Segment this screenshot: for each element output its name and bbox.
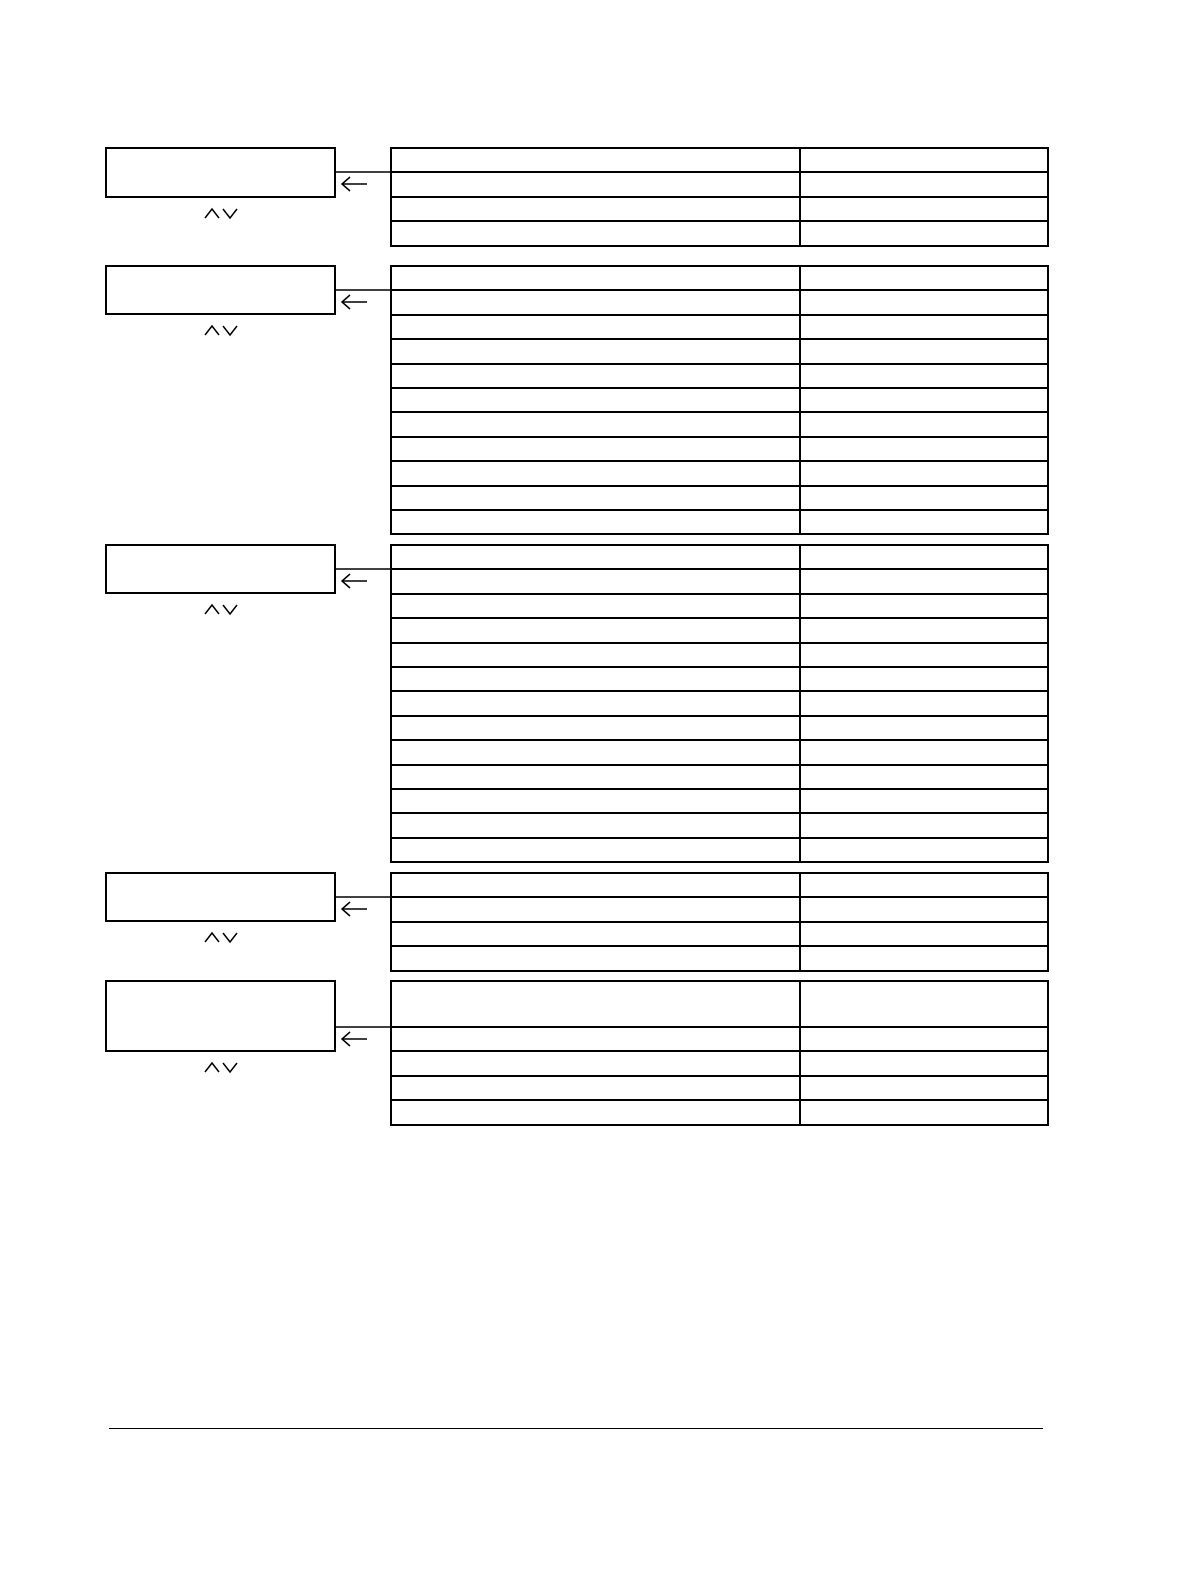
table-row (391, 221, 1048, 245)
parameter-value-cell (800, 266, 1048, 290)
parameter-value-cell (800, 339, 1048, 363)
up-down-chevron-icon (203, 602, 239, 616)
parameter-name-cell (391, 643, 800, 667)
table-row (391, 1051, 1048, 1075)
parameter-name-cell (391, 148, 800, 172)
parameter-value-cell (800, 545, 1048, 569)
table-row (391, 667, 1048, 691)
parameter-value-cell (800, 412, 1048, 436)
parameter-name-cell (391, 618, 800, 642)
parameter-table (390, 872, 1049, 972)
parameter-name-cell (391, 510, 800, 534)
parameter-value-cell (800, 569, 1048, 593)
parameter-value-cell (800, 461, 1048, 485)
parameter-value-cell (800, 1076, 1048, 1100)
connector-left-arrow-icon (336, 887, 390, 911)
table-row (391, 981, 1048, 1027)
parameter-name-cell (391, 221, 800, 245)
parameter-value-cell (800, 364, 1048, 388)
table-row (391, 873, 1048, 897)
parameter-name-cell (391, 594, 800, 618)
parameter-name-cell (391, 1100, 800, 1124)
table-row (391, 838, 1048, 862)
parameter-table (390, 980, 1049, 1126)
parameter-value-cell (800, 1100, 1048, 1124)
parameter-name-cell (391, 437, 800, 461)
table-row (391, 922, 1048, 946)
table-row (391, 946, 1048, 970)
up-down-chevron-icon (203, 930, 239, 944)
parameter-name-cell (391, 412, 800, 436)
table-row (391, 197, 1048, 221)
parameter-name-cell (391, 897, 800, 921)
table-row (391, 691, 1048, 715)
parameter-name-cell (391, 740, 800, 764)
menu-box (105, 265, 336, 315)
table-row (391, 789, 1048, 813)
parameter-value-cell (800, 789, 1048, 813)
parameter-name-cell (391, 765, 800, 789)
table-row (391, 569, 1048, 593)
up-down-chevron-icon (203, 1060, 239, 1074)
parameter-value-cell (800, 643, 1048, 667)
parameter-name-cell (391, 667, 800, 691)
table-row (391, 545, 1048, 569)
table-row (391, 897, 1048, 921)
table-row (391, 510, 1048, 534)
parameter-value-cell (800, 691, 1048, 715)
parameter-name-cell (391, 197, 800, 221)
connector-left-arrow-icon (336, 280, 390, 304)
parameter-name-cell (391, 545, 800, 569)
parameter-table (390, 265, 1049, 535)
parameter-value-cell (800, 388, 1048, 412)
parameter-value-cell (800, 667, 1048, 691)
table-row (391, 618, 1048, 642)
parameter-value-cell (800, 510, 1048, 534)
parameter-value-cell (800, 716, 1048, 740)
parameter-name-cell (391, 1076, 800, 1100)
parameter-name-cell (391, 838, 800, 862)
parameter-value-cell (800, 618, 1048, 642)
parameter-value-cell (800, 740, 1048, 764)
table-row (391, 339, 1048, 363)
parameter-name-cell (391, 716, 800, 740)
parameter-value-cell (800, 897, 1048, 921)
parameter-value-cell (800, 765, 1048, 789)
connector-left-arrow-icon (336, 559, 390, 583)
parameter-value-cell (800, 1051, 1048, 1075)
parameter-table (390, 544, 1049, 863)
parameter-name-cell (391, 946, 800, 970)
parameter-value-cell (800, 148, 1048, 172)
table-row (391, 148, 1048, 172)
parameter-value-cell (800, 437, 1048, 461)
parameter-value-cell (800, 1027, 1048, 1051)
parameter-value-cell (800, 594, 1048, 618)
menu-box (105, 980, 336, 1052)
table-row (391, 437, 1048, 461)
parameter-name-cell (391, 315, 800, 339)
table-row (391, 315, 1048, 339)
up-down-chevron-icon (203, 323, 239, 337)
parameter-value-cell (800, 486, 1048, 510)
table-row (391, 1100, 1048, 1124)
parameter-name-cell (391, 461, 800, 485)
parameter-value-cell (800, 172, 1048, 196)
parameter-value-cell (800, 981, 1048, 1027)
table-row (391, 266, 1048, 290)
table-row (391, 1076, 1048, 1100)
footer-rule (109, 1428, 1043, 1429)
parameter-value-cell (800, 946, 1048, 970)
connector-left-arrow-icon (336, 1017, 390, 1041)
table-row (391, 412, 1048, 436)
parameter-name-cell (391, 569, 800, 593)
parameter-name-cell (391, 290, 800, 314)
parameter-name-cell (391, 486, 800, 510)
table-row (391, 643, 1048, 667)
connector-left-arrow-icon (336, 162, 390, 186)
parameter-name-cell (391, 981, 800, 1027)
menu-box (105, 544, 336, 594)
parameter-name-cell (391, 364, 800, 388)
parameter-name-cell (391, 789, 800, 813)
table-row (391, 486, 1048, 510)
table-row (391, 594, 1048, 618)
table-row (391, 765, 1048, 789)
parameter-name-cell (391, 1027, 800, 1051)
parameter-value-cell (800, 290, 1048, 314)
menu-box (105, 147, 336, 198)
parameter-value-cell (800, 813, 1048, 837)
parameter-name-cell (391, 813, 800, 837)
table-row (391, 290, 1048, 314)
parameter-name-cell (391, 388, 800, 412)
table-row (391, 461, 1048, 485)
table-row (391, 172, 1048, 196)
menu-box (105, 872, 336, 922)
parameter-value-cell (800, 221, 1048, 245)
parameter-value-cell (800, 873, 1048, 897)
parameter-name-cell (391, 172, 800, 196)
parameter-name-cell (391, 1051, 800, 1075)
table-row (391, 1027, 1048, 1051)
parameter-value-cell (800, 197, 1048, 221)
parameter-name-cell (391, 691, 800, 715)
parameter-value-cell (800, 838, 1048, 862)
table-row (391, 740, 1048, 764)
parameter-value-cell (800, 922, 1048, 946)
table-row (391, 364, 1048, 388)
parameter-name-cell (391, 266, 800, 290)
parameter-name-cell (391, 873, 800, 897)
parameter-table (390, 147, 1049, 247)
table-row (391, 813, 1048, 837)
table-row (391, 388, 1048, 412)
table-row (391, 716, 1048, 740)
parameter-name-cell (391, 922, 800, 946)
parameter-name-cell (391, 339, 800, 363)
up-down-chevron-icon (203, 206, 239, 220)
parameter-value-cell (800, 315, 1048, 339)
